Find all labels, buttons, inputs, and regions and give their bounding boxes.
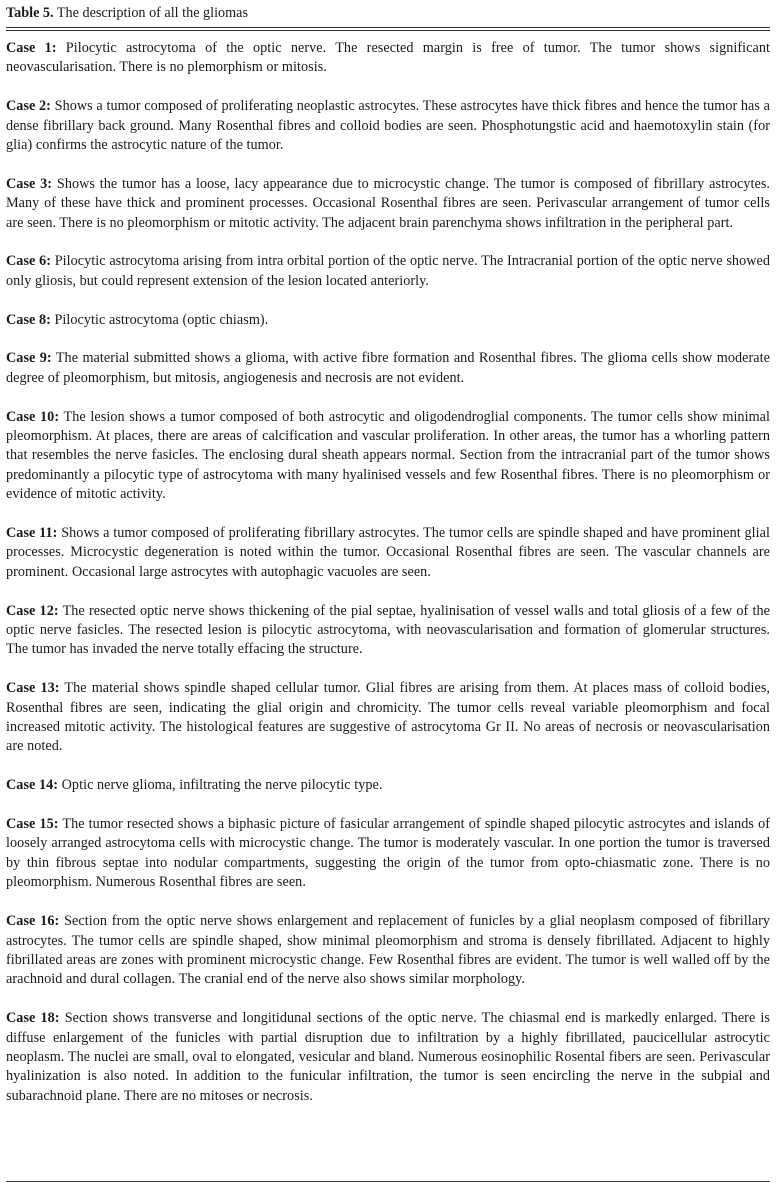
header-rule-bottom bbox=[6, 30, 770, 31]
case-entry bbox=[6, 175, 770, 233]
case-entry bbox=[6, 602, 770, 660]
case-label: Case 12: bbox=[6, 602, 59, 619]
case-entry bbox=[6, 912, 770, 990]
case-entry bbox=[6, 524, 770, 582]
case-text: Shows a tumor composed of proliferating fibrillary astrocytes. The tumor cells are spindle shaped and have prominent glial processes. Microcystic degeneration is noted within the tumor. Occasional Rosenthal fibres are seen. The vascular channels are prominent. Occasional large astrocytes with autophagic vacuoles are seen. bbox=[6, 525, 770, 580]
case-text: The material submitted shows a glioma, with active fibre formation and Rosenthal fibres. The glioma cells show moderate degree of pleomorphism, but mitosis, angiogenesis and necrosis are not evident. bbox=[6, 350, 770, 386]
case-label: Case 11: bbox=[6, 525, 58, 542]
case-label: Case 16: bbox=[6, 913, 60, 930]
case-label: Case 2: bbox=[6, 98, 51, 115]
case-text: Pilocytic astrocytoma (optic chiasm). bbox=[54, 311, 269, 328]
document-page bbox=[6, 0, 770, 1126]
case-entry bbox=[6, 97, 770, 155]
case-text: Pilocytic astrocytoma of the optic nerve. The resected margin is free of tumor. The tumor shows significant neovascularisation. There is no plemorphism or mitosis. bbox=[6, 40, 770, 76]
case-text: The tumor resected shows a biphasic picture of fasicular arrangement of spindle shaped pilocytic astrocytes and islands of loosely arranged astrocytoma cells with microcystic change. The tumor is moderately vascular. In one portion the tumor is traversed by thin fibrous septae into nodular compartments, suggesting the origin of the tumor from opto-chiasmatic zone. There is no pleomorphism. Numerous Rosenthal fibres are seen. bbox=[6, 816, 770, 891]
case-entry bbox=[6, 408, 770, 505]
case-entry bbox=[6, 1009, 770, 1106]
case-entry bbox=[6, 815, 770, 893]
case-label: Case 18: bbox=[6, 1010, 60, 1027]
case-entry bbox=[6, 311, 770, 330]
case-label: Case 9: bbox=[6, 350, 52, 367]
footer-rule bbox=[6, 1181, 770, 1182]
case-text: Shows a tumor composed of proliferating neoplastic astrocytes. These astrocytes have thick fibres and hence the tumor has a dense fibrillary back ground. Many Rosenthal fibres and colloid bodies are seen. Phosphotungstic acid and haemotoxylin stain (for glia) confirms the astrocytic nature of the tumor. bbox=[6, 98, 771, 154]
table-caption bbox=[6, 0, 770, 22]
case-label: Case 6: bbox=[6, 253, 51, 270]
case-label: Case 3: bbox=[6, 175, 53, 192]
case-text: Section shows transverse and longitidunal sections of the optic nerve. The chiasmal end is markedly enlarged. There is diffuse enlargement of the funicles with partial disruption due to infiltration by a highly fibrillated, paucicellular astrocytic neoplasm. The nuclei are small, oval to elongated, vesicular and bland. Numerous eosinophilic Rosental fibers are seen. Perivascular hyalinization is also noted. In addition to the funicular infiltration, the tumor is seen encircling the nerve in the subpial and subarachnoid plane. There are no mitoses or necrosis. bbox=[6, 1010, 770, 1104]
case-label: Case 14: bbox=[6, 777, 59, 794]
case-text: Section from the optic nerve shows enlargement and replacement of funicles by a glial neoplasm composed of fibrillary astrocytes. The tumor cells are spindle shaped, show minimal pleomorphism and stroma is densely fibrillated. Adjacent to highly fibrillated areas are zones with prominent microcystic change. Few Rosenthal fibres are evident. The tumor is well walled off by the arachnoid and dural collagen. The cranial end of the nerve also shows similar morphology. bbox=[6, 913, 770, 988]
header-rule-top bbox=[6, 27, 770, 28]
case-text: Shows the tumor has a loose, lacy appearance due to microcystic change. The tumor is composed of fibrillary astrocytes. Many of these have thick and prominent processes. Occasional Rosenthal fibres are seen. Perivascular arrangement of tumor cells are seen. There is no pleomorphism or mitotic activity. The adjacent brain parenchyma shows infiltration in the peripheral part. bbox=[6, 175, 770, 231]
case-label: Case 10: bbox=[6, 408, 60, 425]
case-label: Case 8: bbox=[6, 311, 51, 328]
case-entry bbox=[6, 679, 770, 757]
case-text: Pilocytic astrocytoma arising from intra orbital portion of the optic nerve. The Intracranial portion of the optic nerve showed only gliosis, but could represent extension of the lesion located anteriorly. bbox=[6, 253, 771, 289]
case-text: The lesion shows a tumor composed of both astrocytic and oligodendroglial components. The tumor cells show minimal pleomorphism. At places, there are areas of calcification and vascular proliferation. In other areas, the tumor has a whorling pattern that resembles the nerve fasicles. The enclosing dural sheath appears normal. Section from the intracranial part of the tumor shows predominantly a pilocytic type of astrocytoma with many hyalinised vessels and few Rosenthal fibres. There is no pleomorphism or evidence of mitotic activity. bbox=[6, 408, 770, 503]
case-entry bbox=[6, 349, 770, 388]
case-text: The material shows spindle shaped cellular tumor. Glial fibres are arising from them. At places mass of colloid bodies, Rosenthal fibres are seen, indicating the glial origin and chromicity. The tumor cells reveal variable pleomorphism and focal increased mitotic activity. The histological features are suggestive of astrocytoma Gr II. No areas of necrosis or neovascularisation are noted. bbox=[6, 680, 770, 755]
table-title: The description of all the gliomas bbox=[56, 5, 248, 21]
case-entry bbox=[6, 776, 770, 795]
case-label: Case 1: bbox=[6, 40, 57, 56]
case-label: Case 15: bbox=[6, 816, 59, 833]
case-list bbox=[6, 39, 770, 1106]
case-label: Case 13: bbox=[6, 680, 60, 697]
table-label: Table 5. bbox=[6, 5, 54, 21]
case-text: Optic nerve glioma, infiltrating the nerve pilocytic type. bbox=[61, 777, 383, 794]
case-entry bbox=[6, 39, 770, 78]
case-entry bbox=[6, 252, 770, 291]
case-text: The resected optic nerve shows thickening of the pial septae, hyalinisation of vessel walls and total gliosis of a few of the optic nerve fasicles. The resected lesion is pilocytic astrocytoma, with neovascularisation and formation of glomerular structures. The tumor has invaded the nerve totally effacing the structure. bbox=[6, 602, 770, 658]
